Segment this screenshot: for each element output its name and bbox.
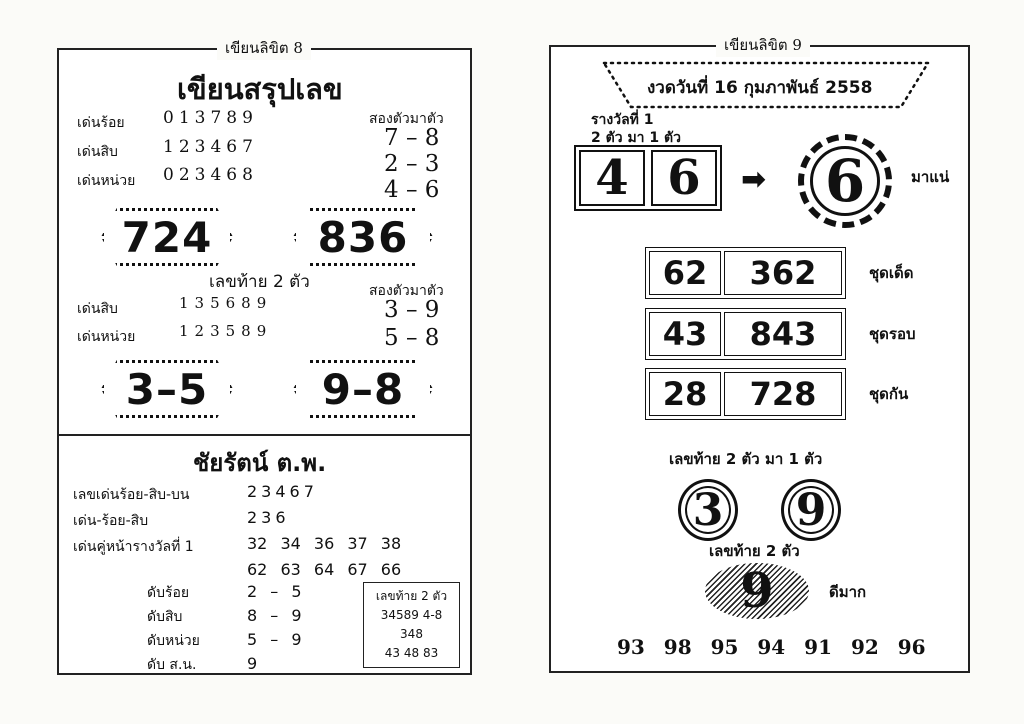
pair-2-1: 3 – 9 xyxy=(384,297,440,323)
tail-label-tens: เด่นสิบ xyxy=(77,301,118,317)
tail-box-title: เลขท้าย 2 ตัว xyxy=(375,589,448,603)
lead-digits-tens: 123467 xyxy=(163,137,258,157)
sub-row-2-value: 8 – 9 xyxy=(247,606,306,625)
lead-label-hundreds: เด่นร้อย xyxy=(77,115,125,131)
left-page xyxy=(57,39,472,675)
tail-digit-2-text: 9 xyxy=(795,484,827,536)
best-digit-hatched xyxy=(705,563,809,619)
tail-digit-1 xyxy=(678,479,738,541)
first-prize-digit-a: 4 xyxy=(579,150,645,206)
circled-digit xyxy=(798,134,892,228)
set-2-long: 843 xyxy=(724,312,842,356)
prize-label-1: รางวัลที่ 1 xyxy=(591,112,654,128)
tail-digit-2 xyxy=(781,479,841,541)
set-3-short: 28 xyxy=(649,372,721,416)
lower-row-3-value: 32 34 36 37 38 xyxy=(247,534,402,553)
hex-number-1-text: 724 xyxy=(121,212,213,262)
tail-box xyxy=(363,582,460,668)
sub-row-2-label: ดับสิบ xyxy=(147,609,183,625)
tail-digit-1-text: 3 xyxy=(692,484,724,536)
sure-label: มาแน่ xyxy=(911,168,950,186)
tail-label-units: เด่นหน่วย xyxy=(77,329,136,345)
right-page xyxy=(549,36,970,673)
pair-1-3: 4 – 6 xyxy=(384,177,440,203)
right-page-header: เขียนลิขิต 9 xyxy=(716,33,810,57)
lower-row-1-label: เลขเด่นร้อย-สิบ-บน xyxy=(73,487,190,503)
hex-number-3-text: 3–5 xyxy=(125,364,209,414)
pairs-title-1: สองตัวมาตัว xyxy=(369,111,444,127)
left-page-header: เขียนลิขิต 8 xyxy=(217,36,311,60)
hex-number-3 xyxy=(101,360,233,418)
prize-label-2: 2 ตัว มา 1 ตัว xyxy=(591,130,681,146)
tail-box-line-2: 348 xyxy=(400,627,423,641)
best-digit-text: 9 xyxy=(740,563,774,619)
tail-label: เลขท้าย 2 ตัว xyxy=(209,272,310,292)
hex-number-4 xyxy=(293,360,433,418)
circled-digit-text: 6 xyxy=(824,147,866,215)
hex-number-1 xyxy=(101,208,233,266)
sub-row-4-value: 9 xyxy=(247,654,262,673)
lower-row-2-label: เด่น-ร้อย-สิบ xyxy=(73,513,149,529)
set-2-short: 43 xyxy=(649,312,721,356)
hex-number-4-text: 9–8 xyxy=(321,364,405,414)
sub-row-4-label: ดับ ส.น. xyxy=(147,657,197,673)
tail-title: เลขท้าย 2 ตัว มา 1 ตัว xyxy=(669,450,823,468)
hex-number-2-text: 836 xyxy=(317,212,409,262)
lower-extra-row: 62 63 64 67 66 xyxy=(247,560,402,579)
lead-digits-units: 023468 xyxy=(163,165,258,185)
lower-row-3-label: เด่นคู่หน้ารางวัลที่ 1 xyxy=(73,539,194,555)
arrow-right-icon: ➡ xyxy=(741,162,767,197)
set-box-3 xyxy=(645,368,846,420)
lead-label-tens: เด่นสิบ xyxy=(77,144,118,160)
set-box-1 xyxy=(645,247,846,299)
section-divider xyxy=(59,434,470,436)
hex-number-2 xyxy=(293,208,433,266)
set-1-long: 362 xyxy=(724,251,842,295)
tail-box-line-3: 43 48 83 xyxy=(384,646,439,660)
tail-digits-tens: 135689 xyxy=(179,294,273,312)
pair-2-2: 5 – 8 xyxy=(384,325,440,351)
tail-title-2: เลขท้าย 2 ตัว xyxy=(709,542,800,560)
set-box-2 xyxy=(645,308,846,360)
set-3-long: 728 xyxy=(724,372,842,416)
sub-row-1-value: 2 – 5 xyxy=(247,582,306,601)
tail-box-line-1: 34589 4-8 xyxy=(380,608,443,622)
tail-digits-units: 123589 xyxy=(179,322,273,340)
sub-row-3-value: 5 – 9 xyxy=(247,630,306,649)
left-title: เขียนสรุปเลข xyxy=(177,72,343,106)
first-prize-box xyxy=(574,145,722,211)
sub-row-3-label: ดับหน่วย xyxy=(147,633,200,649)
lead-label-units: เด่นหน่วย xyxy=(77,173,136,189)
lower-row-1-value: 23467 xyxy=(247,482,318,501)
set-2-label: ชุดรอบ xyxy=(869,325,916,343)
set-1-short: 62 xyxy=(649,251,721,295)
best-label: ดีมาก xyxy=(829,583,867,601)
lower-title: ชัยรัตน์ ต.พ. xyxy=(193,449,327,477)
draw-date: งวดวันที่ 16 กุมภาพันธ์ 2558 xyxy=(647,78,873,98)
bottom-numbers: 93 98 95 94 91 92 96 xyxy=(617,635,926,659)
set-3-label: ชุดกัน xyxy=(869,385,909,403)
pair-1-1: 7 – 8 xyxy=(384,125,440,151)
lower-row-2-value: 236 xyxy=(247,508,290,527)
pair-1-2: 2 – 3 xyxy=(384,151,440,177)
set-1-label: ชุดเด็ด xyxy=(869,264,914,282)
lead-digits-hundreds: 013789 xyxy=(163,108,258,128)
first-prize-digit-b: 6 xyxy=(651,150,717,206)
sub-row-1-label: ดับร้อย xyxy=(147,585,190,601)
pairs-title-2: สองตัวมาตัว xyxy=(369,283,444,299)
